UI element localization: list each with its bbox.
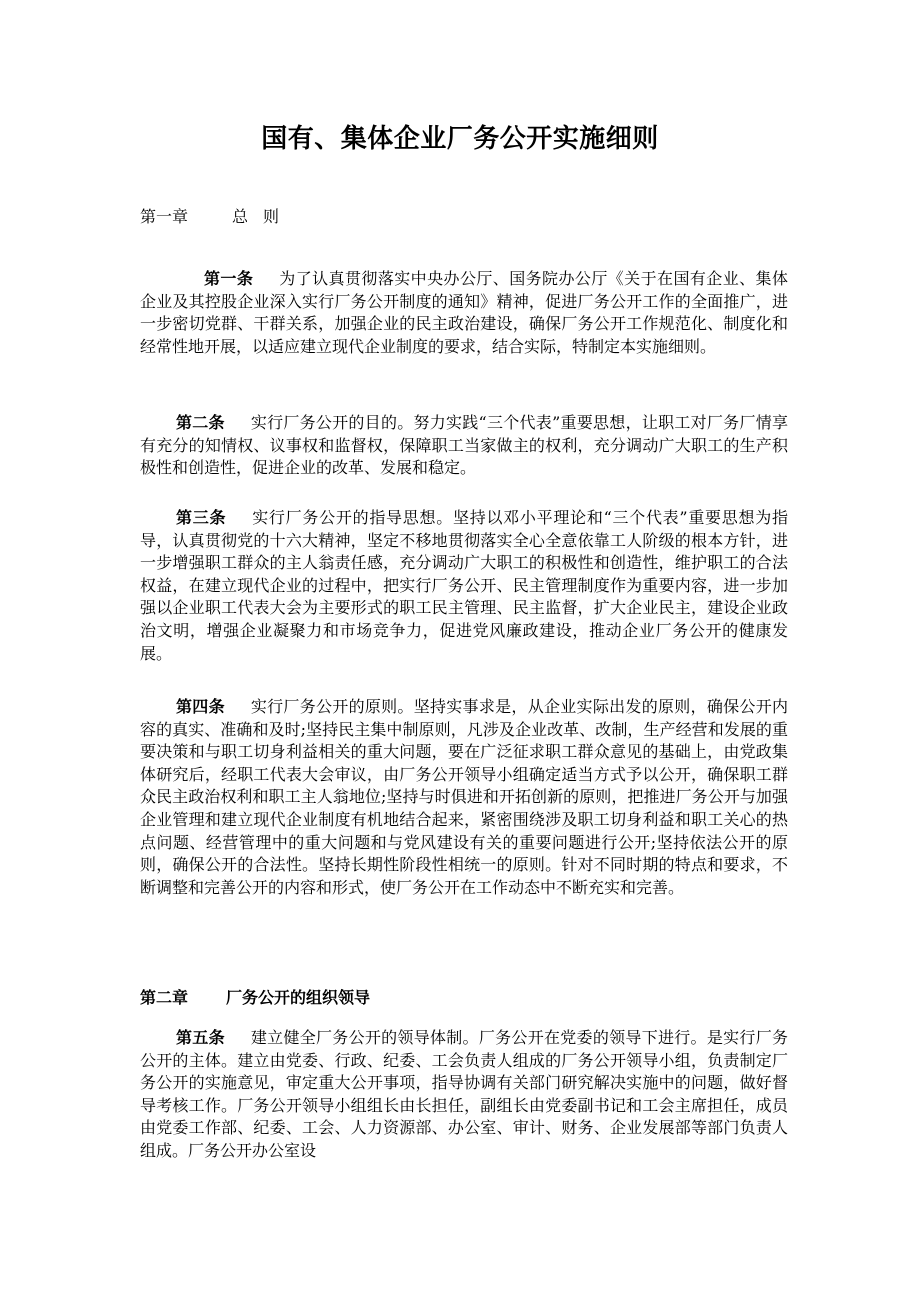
chapter-1-name: 总则 [232, 207, 295, 226]
chapter-2-name: 厂务公开的组织领导 [226, 988, 371, 1007]
article-2-text: 实行厂务公开的目的。努力实践“三个代表”重要思想，让职工对厂务厂情享有充分的知情权、议事权和监督权，保障职工当家做主的权利，充分调动广大职工的生产积极性和创造性，促进企业的改革、发展和稳定。 [140, 413, 788, 478]
article-5-label: 第五条 [176, 1028, 225, 1047]
article-4-label: 第四条 [176, 697, 225, 716]
article-5-text: 建立健全厂务公开的领导体制。厂务公开在党委的领导下进行。是实行厂务公开的主体。建立由党委、行政、纪委、工会负责人组成的厂务公开领导小组，负责制定厂务公开的实施意见，审定重大公开事项，指导协调有关部门研究解决实施中的问题，做好督导考核工作。厂务公开领导小组组长由长担任，副组长由党委副书记和工会主席担任，成员由党委工作部、纪委、工会、人力资源部、办公室、审计、财务、企业发展部等部门负责人组成。厂务公开办公室设 [140, 1028, 788, 1160]
chapter-2-heading [140, 985, 370, 1008]
article-3-label: 第三条 [176, 508, 227, 527]
article-2 [140, 412, 788, 480]
chapter-2-label: 第二章 [140, 988, 189, 1007]
chapter-1-heading [140, 204, 294, 227]
article-5 [140, 1027, 788, 1163]
article-4 [140, 696, 788, 899]
article-1-text: 为了认真贯彻落实中央办公厅、国务院办公厅《关于在国有企业、集体企业及其控股企业深入实行厂务公开制度的通知》精神，促进厂务公开工作的全面推广，进一步密切党群、干群关系，加强企业的民主政治建设，确保厂务公开工作规范化、制度化和经常性地开展，以适应建立现代企业制度的要求，结合实际，特制定本实施细则。 [140, 269, 788, 356]
article-2-label: 第二条 [176, 413, 225, 432]
article-3-text: 实行厂务公开的指导思想。坚持以邓小平理论和“三个代表”重要思想为指导，认真贯彻党的十六大精神，坚定不移地贯彻落实全心全意依靠工人阶级的根本方针，进一步增强职工群众的主人翁责任感，充分调动广大职工的积极性和创造性，维护职工的合法权益，在建立现代企业的过程中，把实行厂务公开、民主管理制度作为重要内容，进一步加强以企业职工代表大会为主要形式的职工民主管理、民主监督，扩大企业民主，建设企业政治文明，增强企业凝聚力和市场竞争力，促进党风廉政建设，推动企业厂务公开的健康发展。 [140, 508, 788, 663]
article-1-label: 第一条 [204, 269, 254, 288]
document-title: 国有、集体企业厂务公开实施细则 [261, 124, 659, 154]
chapter-1-label: 第一章 [140, 207, 189, 226]
article-4-text: 实行厂务公开的原则。坚持实事求是，从企业实际出发的原则，确保公开内容的真实、准确和及时;坚持民主集中制原则，凡涉及企业改革、改制，生产经营和发展的重要决策和与职工切身利益相关的重大问题，要在广泛征求职工群众意见的基础上，由党政集体研究后，经职工代表大会审议，由厂务公开领导小组确定适当方式予以公开，确保职工群众民主政治权利和职工主人翁地位;坚持与时俱进和开拓创新的原则，把推进厂务公开与加强企业管理和建立现代企业制度有机地结合起来，紧密围绕涉及职工切身利益和职工关心的热点问题、经营管理中的重大问题和与党风建设有关的重要问题进行公开;坚持依法公开的原则，确保公开的合法性。坚持长期性阶段性相统一的原则。针对不同时期的特点和要求，不断调整和完善公开的内容和形式，使厂务公开在工作动态中不断充实和完善。 [140, 697, 788, 897]
article-3 [140, 507, 788, 665]
article-1 [140, 268, 788, 358]
